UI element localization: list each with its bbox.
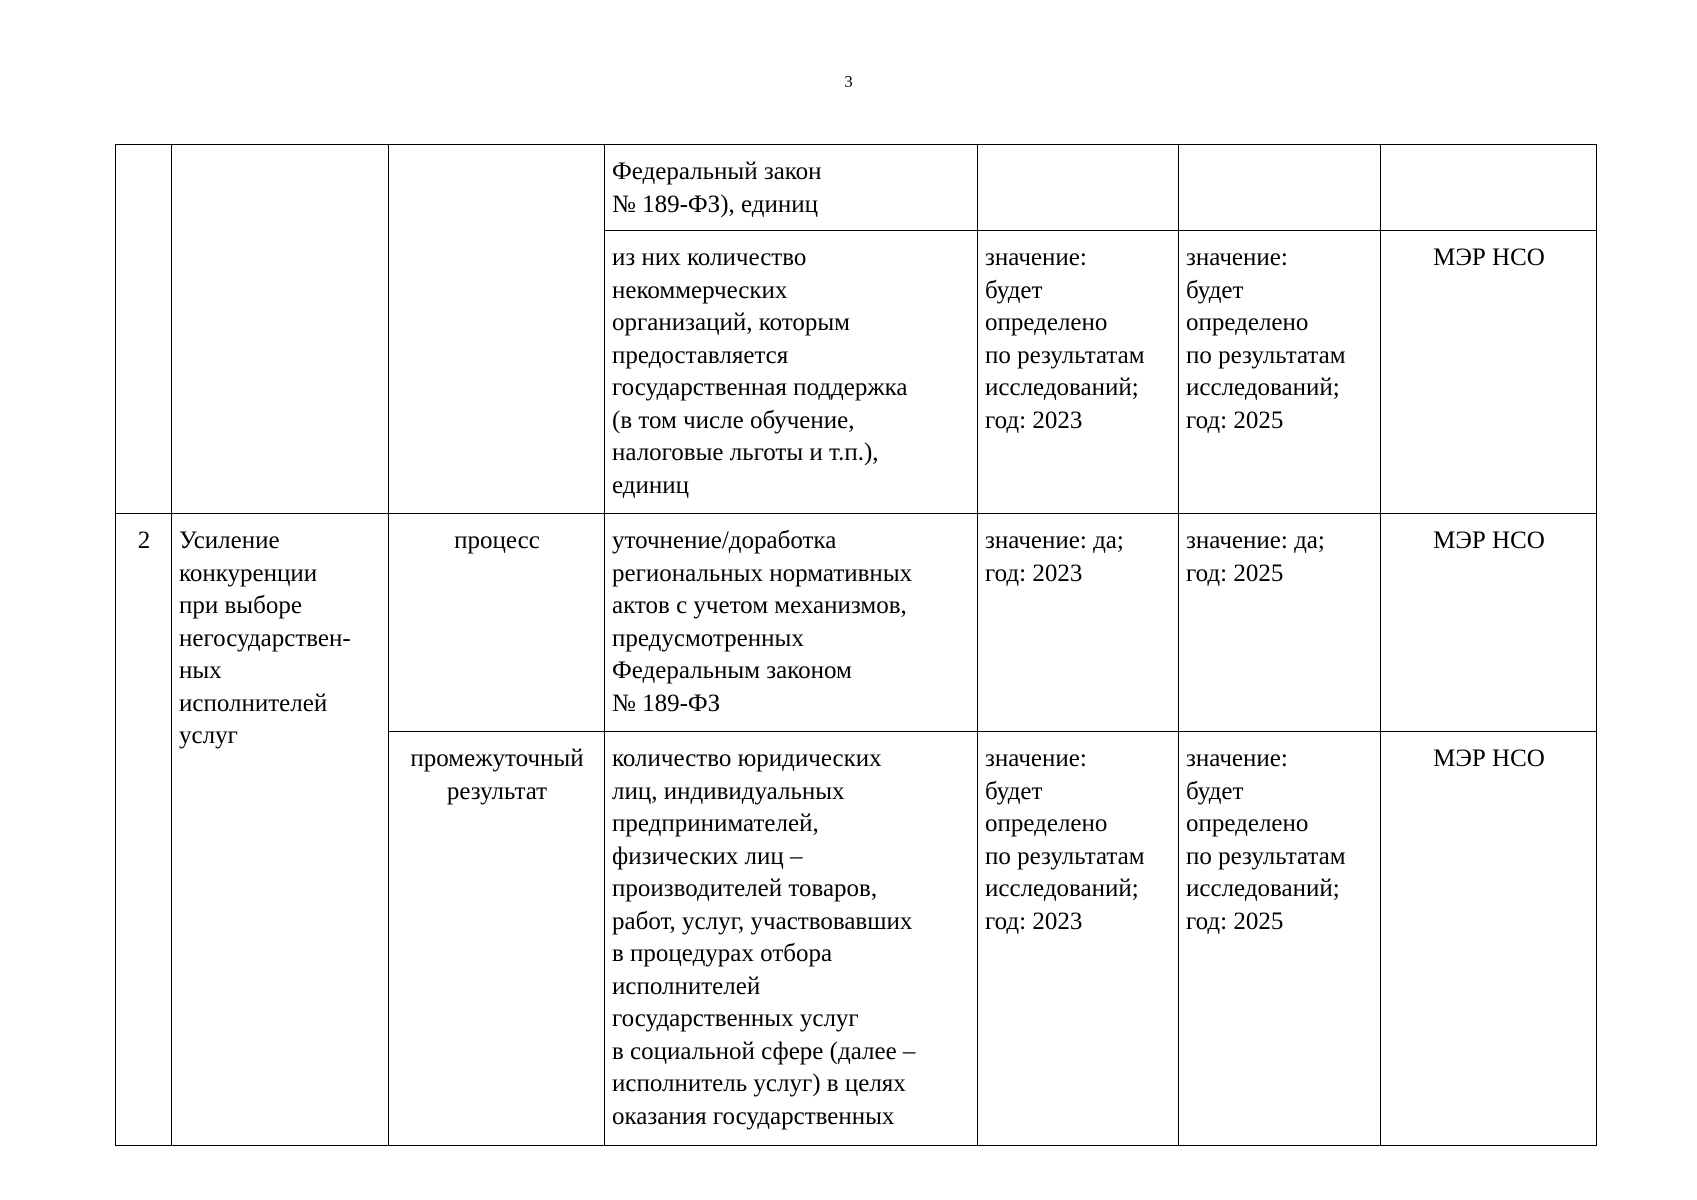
target-value-line: год: 2025 [1186,907,1284,935]
target-value-cell [1179,514,1381,732]
result-type-line: результат [446,777,548,805]
base-value-line: будет [985,276,1043,304]
page-number: 3 [844,72,853,91]
base-value-line: по результатам [985,842,1145,870]
target-value-line: значение: [1186,745,1288,772]
result-type-cell [389,514,605,732]
indicator-line: актов с учетом механизмов, [612,592,907,619]
task-line: негосударствен- [179,624,351,652]
indicator-line: исполнитель услуг) в целях [612,1070,906,1097]
indicator-cell [605,514,978,732]
task-line: Усиление [179,527,280,554]
responsible-cell [1381,231,1597,514]
indicator-line: уточнение/доработка [612,527,837,554]
task-line: ных [179,657,222,684]
target-value-line: определено [1186,810,1309,837]
indicator-cell [605,145,978,231]
base-value-line: год: 2023 [985,559,1083,587]
indicator-line: № 189-ФЗ), единиц [612,190,819,218]
task-line: конкуренции [179,559,318,587]
base-value-line: определено [985,309,1108,336]
result-type-cell [389,732,605,1146]
task-cell [172,145,389,514]
base-value-cell [978,732,1179,1146]
indicator-line: предпринимателей, [612,810,819,837]
target-value-cell [1179,145,1381,231]
task-line: при выборе [179,592,302,619]
indicator-line: количество юридических [612,745,882,772]
result-type-line: процесс [454,527,540,554]
number-cell [116,514,172,1146]
target-value-line: определено [1186,309,1309,336]
base-value-line: год: 2023 [985,907,1083,935]
indicator-line: региональных нормативных [612,559,913,587]
indicator-line: организаций, которым [612,309,850,336]
indicator-line: Федеральный закон [612,158,822,185]
indicator-line: в социальной сфере (далее – [612,1037,916,1065]
indicator-line: лиц, индивидуальных [612,777,845,805]
responsible-cell [1381,514,1597,732]
base-value-line: исследований; [985,374,1139,401]
base-value-line: год: 2023 [985,406,1083,434]
base-value-line: значение: [985,745,1087,772]
base-value-cell [978,231,1179,514]
indicator-line: некоммерческих [612,276,788,304]
indicator-line: единиц [612,471,690,499]
indicator-line: из них количество [612,244,807,271]
target-value-line: по результатам [1186,341,1346,369]
indicator-line: предусмотренных [612,624,804,652]
target-value-line: по результатам [1186,842,1346,870]
target-value-line: год: 2025 [1186,406,1284,434]
base-value-line: будет [985,777,1043,805]
responsible-text: МЭР НСО [1433,244,1545,271]
number-cell [116,145,172,514]
indicator-line: № 189-ФЗ [612,689,721,717]
base-value-line: определено [985,810,1108,837]
responsible-cell [1381,732,1597,1146]
indicator-cell [605,732,978,1146]
task-cell [172,514,389,1146]
target-value-line: значение: да; [1186,527,1325,554]
target-value-cell [1179,231,1381,514]
indicator-line: государственных услуг [612,1005,859,1032]
indicator-line: исполнителей [612,972,761,1000]
indicator-line: работ, услуг, участвовавших [612,907,913,935]
task-line: исполнителей [179,689,328,717]
base-value-line: исследований; [985,875,1139,902]
row-number: 2 [137,527,151,554]
target-value-line: год: 2025 [1186,559,1284,587]
base-value-cell [978,145,1179,231]
indicator-line: производителей товаров, [612,875,878,902]
indicator-line: налоговые льготы и т.п.), [612,439,879,466]
target-value-line: исследований; [1186,374,1340,401]
base-value-cell [978,514,1179,732]
base-value-line: значение: да; [985,527,1124,554]
measures-table [115,144,1597,1146]
table-row [116,514,1597,732]
target-value-line: будет [1186,276,1244,304]
base-value-line: по результатам [985,341,1145,369]
result-type-line: промежуточный [410,745,584,772]
indicator-cell [605,231,978,514]
base-value-line: значение: [985,244,1087,271]
indicator-line: государственная поддержка [612,374,908,401]
indicator-line: оказания государственных [612,1102,895,1130]
indicator-line: физических лиц – [612,842,803,870]
indicator-line: предоставляется [612,341,789,369]
target-value-line: будет [1186,777,1244,805]
indicator-line: в процедурах отбора [612,940,833,967]
responsible-text: МЭР НСО [1433,745,1545,772]
target-value-line: исследований; [1186,875,1340,902]
task-line: услуг [179,722,238,749]
indicator-line: Федеральным законом [612,657,852,684]
indicator-line: (в том числе обучение, [612,406,855,434]
target-value-line: значение: [1186,244,1288,271]
responsible-cell [1381,145,1597,231]
result-type-cell [389,145,605,514]
responsible-text: МЭР НСО [1433,527,1545,554]
table-row [116,145,1597,231]
target-value-cell [1179,732,1381,1146]
